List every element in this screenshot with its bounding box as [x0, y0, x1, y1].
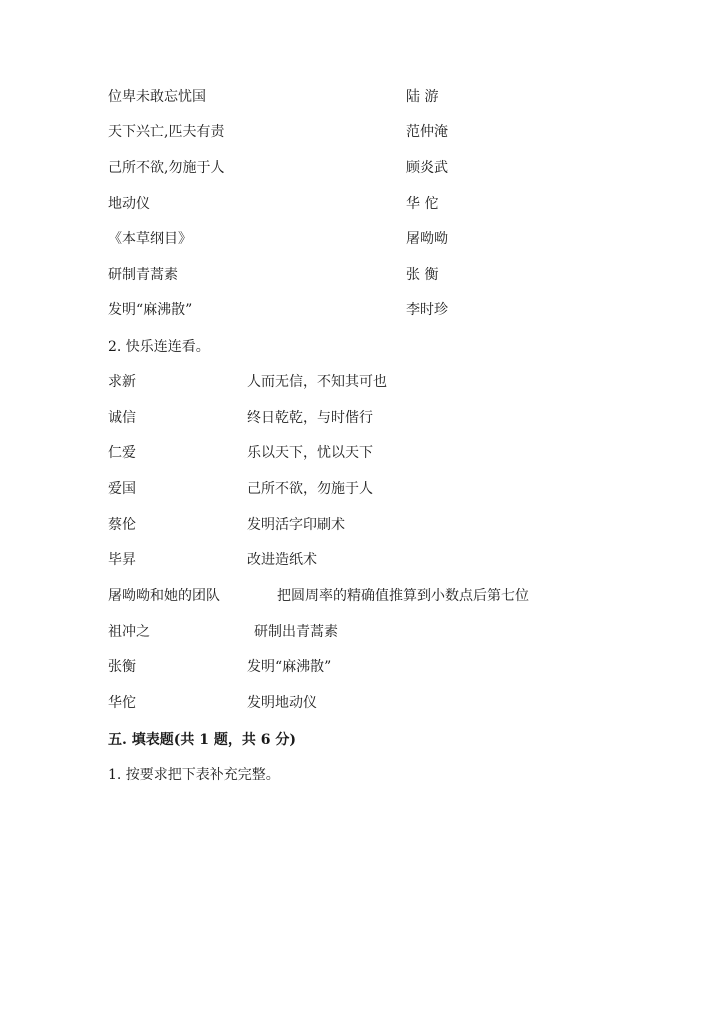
q2-right-item: 发明地动仪 — [247, 695, 317, 711]
q2-right-item: 改进造纸术 — [247, 552, 317, 568]
q2-left-item: 毕昇 — [108, 552, 136, 568]
q2-left-item: 求新 — [108, 374, 136, 390]
matching-right-item: 屠呦呦 — [406, 231, 448, 247]
matching-right-item: 顾炎武 — [406, 160, 448, 176]
section-five-heading: 五. 填表题(共 1 题，共 6 分) — [108, 732, 296, 748]
matching-right-item: 华 佗 — [406, 196, 439, 212]
q2-right-item: 己所不欲，勿施于人 — [247, 481, 373, 497]
matching-left-item: 地动仪 — [108, 196, 150, 212]
q2-left-item: 蔡伦 — [108, 517, 136, 533]
q2-right-item: 终日乾乾，与时偕行 — [247, 410, 373, 426]
matching-right-item: 李时珍 — [406, 302, 448, 318]
q2-right-item: 人而无信，不知其可也 — [247, 374, 387, 390]
q2-left-item: 屠呦呦和她的团队 — [108, 588, 220, 604]
q2-right-item: 发明“麻沸散” — [247, 659, 332, 675]
matching-right-item: 张 衡 — [406, 267, 439, 283]
q2-right-item: 发明活字印刷术 — [247, 517, 345, 533]
q2-left-item: 祖冲之 — [108, 624, 150, 640]
matching-left-item: 《本草纲目》 — [108, 231, 192, 247]
section-five-question-1: 1. 按要求把下表补充完整。 — [108, 767, 280, 783]
q2-right-item: 研制出青蒿素 — [254, 624, 338, 640]
q2-right-item: 乐以天下，忧以天下 — [247, 445, 373, 461]
matching-left-item: 天下兴亡,匹夫有责 — [108, 124, 225, 140]
q2-right-item: 把圆周率的精确值推算到小数点后第七位 — [277, 588, 529, 604]
q2-left-item: 爱国 — [108, 481, 136, 497]
q2-left-item: 诚信 — [108, 410, 136, 426]
matching-right-item: 陆 游 — [406, 89, 439, 105]
q2-left-item: 张衡 — [108, 659, 136, 675]
q2-left-item: 仁爱 — [108, 445, 136, 461]
matching-right-item: 范仲淹 — [406, 124, 448, 140]
matching-left-item: 位卑未敢忘忧国 — [108, 89, 206, 105]
question-2-title: 2. 快乐连连看。 — [108, 339, 210, 355]
q2-left-item: 华佗 — [108, 695, 136, 711]
matching-left-item: 发明“麻沸散” — [108, 302, 193, 318]
matching-left-item: 己所不欲,勿施于人 — [108, 160, 225, 176]
matching-left-item: 研制青蒿素 — [108, 267, 178, 283]
